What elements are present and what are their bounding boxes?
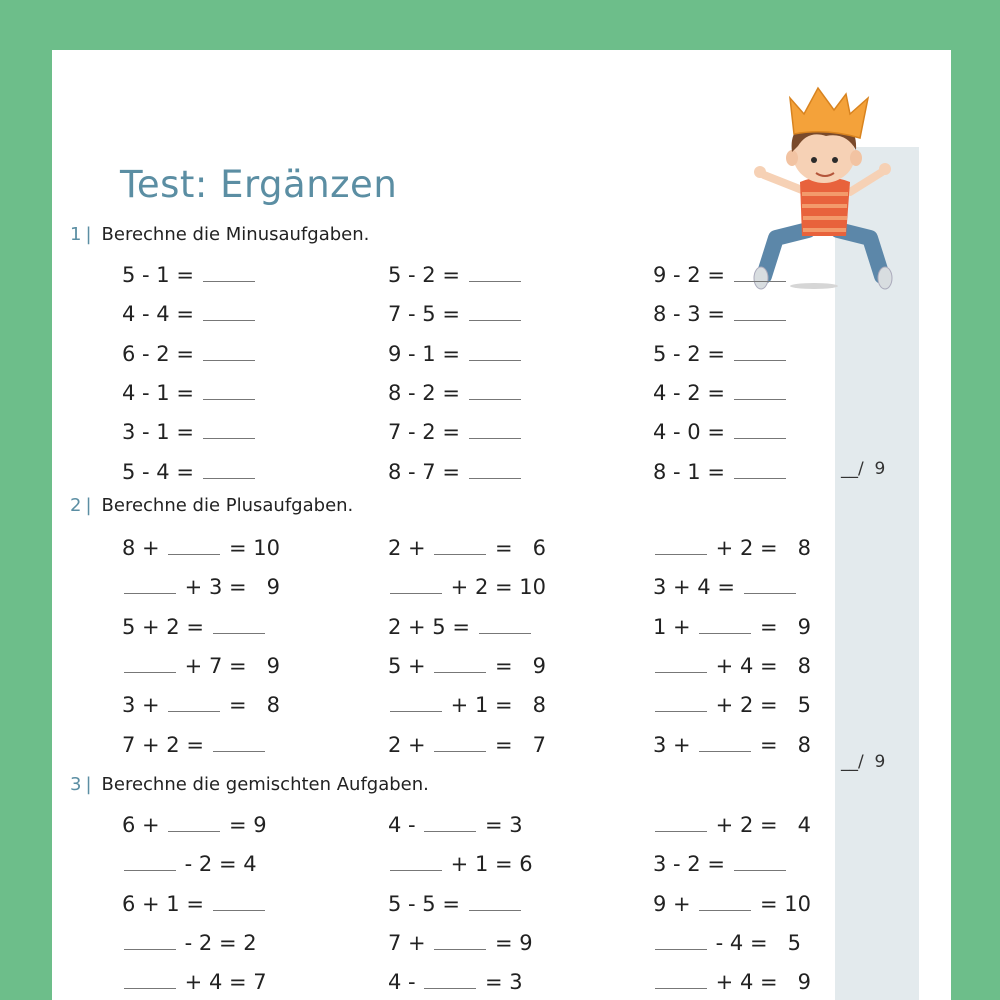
equation <box>653 928 801 958</box>
equation-prefix: 1 + <box>653 615 698 639</box>
equation <box>388 612 533 642</box>
equation <box>653 690 811 720</box>
answer-blank[interactable] <box>699 733 751 752</box>
equation <box>388 690 546 720</box>
answer-blank[interactable] <box>469 460 521 479</box>
answer-blank[interactable] <box>734 263 786 282</box>
answer-blank[interactable] <box>124 852 176 871</box>
answer-blank[interactable] <box>203 460 255 479</box>
answer-blank[interactable] <box>655 654 707 673</box>
equation-prefix: 7 + <box>388 931 433 955</box>
equation <box>122 612 267 642</box>
equation-prefix: 6 + 1 = <box>122 892 211 916</box>
section-2-heading: 2 | Berechne die Plusaufgaben. <box>70 495 354 516</box>
equation <box>122 533 280 563</box>
equation-suffix: = 9 <box>488 654 546 678</box>
equation <box>122 928 257 958</box>
answer-blank[interactable] <box>390 852 442 871</box>
equation-prefix: 5 - 2 = <box>388 263 467 287</box>
answer-blank[interactable] <box>734 420 786 439</box>
answer-blank[interactable] <box>168 693 220 712</box>
equation <box>653 378 788 408</box>
equation-prefix: 9 - 1 = <box>388 342 467 366</box>
answer-blank[interactable] <box>213 733 265 752</box>
equation-prefix: 3 + <box>122 693 167 717</box>
answer-blank[interactable] <box>734 302 786 321</box>
section-3-heading: 3 | Berechne die gemischten Aufgaben. <box>70 774 429 795</box>
answer-blank[interactable] <box>213 892 265 911</box>
equation <box>653 730 811 760</box>
equation-suffix: = 10 <box>753 892 811 916</box>
equation-prefix: 8 - 3 = <box>653 302 732 326</box>
section-1-instruction: Berechne die Minusaufgaben. <box>101 224 370 245</box>
equation-suffix: = 10 <box>222 536 280 560</box>
equation-prefix: 5 - 2 = <box>653 342 732 366</box>
equation-prefix: 4 - 2 = <box>653 381 732 405</box>
answer-blank[interactable] <box>479 615 531 634</box>
equation <box>653 651 811 681</box>
equation-prefix: 4 - <box>388 970 423 994</box>
equation-suffix: = 3 <box>478 970 523 994</box>
equation <box>122 339 257 369</box>
equation-prefix: 3 + <box>653 733 698 757</box>
answer-blank[interactable] <box>390 693 442 712</box>
equation-prefix: 9 - 2 = <box>653 263 732 287</box>
equation-prefix: 3 + 4 = <box>653 575 742 599</box>
page-title: Test: Ergänzen <box>120 163 398 206</box>
equation <box>122 730 267 760</box>
equation <box>388 810 523 840</box>
equation <box>653 889 811 919</box>
equation <box>388 849 533 879</box>
section-3-number: 3 <box>70 774 82 795</box>
answer-blank[interactable] <box>699 615 751 634</box>
section-3-instruction: Berechne die gemischten Aufgaben. <box>101 774 429 795</box>
equation <box>388 260 523 290</box>
equation-suffix: + 4 = 7 <box>178 970 267 994</box>
equation <box>388 299 523 329</box>
equation-prefix: 7 - 2 = <box>388 420 467 444</box>
equation-prefix: 4 - <box>388 813 423 837</box>
score-section-1: __/ 9 <box>841 459 886 479</box>
answer-blank[interactable] <box>469 381 521 400</box>
answer-blank[interactable] <box>213 615 265 634</box>
answer-blank[interactable] <box>655 813 707 832</box>
equation-prefix: 5 + <box>388 654 433 678</box>
answer-blank[interactable] <box>469 420 521 439</box>
equation-prefix: 4 - 4 = <box>122 302 201 326</box>
equation <box>653 533 811 563</box>
answer-blank[interactable] <box>203 302 255 321</box>
equation-suffix: = 8 <box>753 733 811 757</box>
equation-suffix: + 2 = 10 <box>444 575 546 599</box>
equation-prefix: 4 - 0 = <box>653 420 732 444</box>
answer-blank[interactable] <box>390 575 442 594</box>
answer-blank[interactable] <box>469 342 521 361</box>
section-2-instruction: Berechne die Plusaufgaben. <box>101 495 354 516</box>
equation <box>122 690 280 720</box>
equation-suffix: + 4 = 8 <box>709 654 811 678</box>
equation-prefix: 8 - 7 = <box>388 460 467 484</box>
equation <box>388 928 533 958</box>
equation <box>653 417 788 447</box>
equation-suffix: = 7 <box>488 733 546 757</box>
answer-blank[interactable] <box>734 342 786 361</box>
section-1-heading: 1 | Berechne die Minusaufgaben. <box>70 224 370 245</box>
equation-prefix: 6 + <box>122 813 167 837</box>
answer-blank[interactable] <box>434 931 486 950</box>
answer-blank[interactable] <box>655 970 707 989</box>
equation-suffix: + 1 = 6 <box>444 852 533 876</box>
equation <box>388 417 523 447</box>
equation <box>653 457 788 487</box>
equation <box>388 651 546 681</box>
equation-suffix: + 2 = 8 <box>709 536 811 560</box>
section-1-number: 1 <box>70 224 82 245</box>
answer-blank[interactable] <box>168 536 220 555</box>
equation-prefix: 2 + 5 = <box>388 615 477 639</box>
answer-blank[interactable] <box>124 575 176 594</box>
equation <box>388 967 523 997</box>
equation <box>122 299 257 329</box>
equation <box>653 572 798 602</box>
equation-suffix: + 7 = 9 <box>178 654 280 678</box>
equation-prefix: 5 - 4 = <box>122 460 201 484</box>
equation-suffix: = 9 <box>488 931 533 955</box>
equation <box>653 299 788 329</box>
equation-suffix: = 6 <box>488 536 546 560</box>
answer-blank[interactable] <box>469 263 521 282</box>
answer-blank[interactable] <box>424 970 476 989</box>
equation <box>388 572 546 602</box>
equation <box>122 651 280 681</box>
equation-suffix: + 3 = 9 <box>178 575 280 599</box>
equation-prefix: 3 - 2 = <box>653 852 732 876</box>
answer-blank[interactable] <box>655 693 707 712</box>
answer-blank[interactable] <box>734 852 786 871</box>
answer-blank[interactable] <box>434 733 486 752</box>
answer-blank[interactable] <box>734 381 786 400</box>
answer-blank[interactable] <box>734 460 786 479</box>
equation-suffix: - 2 = 4 <box>178 852 257 876</box>
equation <box>653 612 811 642</box>
equation <box>122 417 257 447</box>
equation <box>653 260 788 290</box>
answer-blank[interactable] <box>203 420 255 439</box>
answer-blank[interactable] <box>655 536 707 555</box>
equation <box>653 810 811 840</box>
equation-suffix: + 2 = 4 <box>709 813 811 837</box>
answer-blank[interactable] <box>434 654 486 673</box>
answer-blank[interactable] <box>699 892 751 911</box>
equation-prefix: 8 - 2 = <box>388 381 467 405</box>
equation <box>388 339 523 369</box>
equation-suffix: = 9 <box>222 813 267 837</box>
equation-suffix: - 4 = 5 <box>709 931 801 955</box>
equation-suffix: = 9 <box>753 615 811 639</box>
equation <box>653 339 788 369</box>
equation-suffix: = 8 <box>222 693 280 717</box>
answer-blank[interactable] <box>469 302 521 321</box>
equation-prefix: 2 + <box>388 733 433 757</box>
section-2-number: 2 <box>70 495 82 516</box>
equation-prefix: 7 + 2 = <box>122 733 211 757</box>
score-section-2: __/ 9 <box>841 752 886 772</box>
equation-prefix: 8 + <box>122 536 167 560</box>
equation <box>388 378 523 408</box>
equation <box>122 572 280 602</box>
answer-blank[interactable] <box>744 575 796 594</box>
equation-prefix: 5 + 2 = <box>122 615 211 639</box>
answer-blank[interactable] <box>434 536 486 555</box>
equation-prefix: 4 - 1 = <box>122 381 201 405</box>
equation <box>388 457 523 487</box>
equation <box>122 457 257 487</box>
equation <box>388 730 546 760</box>
equation-prefix: 3 - 1 = <box>122 420 201 444</box>
answer-blank[interactable] <box>124 970 176 989</box>
equation <box>388 889 523 919</box>
equation <box>653 849 788 879</box>
answer-blank[interactable] <box>124 654 176 673</box>
equation-suffix: + 4 = 9 <box>709 970 811 994</box>
equation-suffix: - 2 = 2 <box>178 931 257 955</box>
answer-blank[interactable] <box>469 892 521 911</box>
answer-blank[interactable] <box>203 263 255 282</box>
equation-prefix: 9 + <box>653 892 698 916</box>
equation <box>122 260 257 290</box>
equation-suffix: + 1 = 8 <box>444 693 546 717</box>
equation-prefix: 5 - 5 = <box>388 892 467 916</box>
equation <box>122 810 267 840</box>
answer-blank[interactable] <box>203 342 255 361</box>
equation <box>653 967 811 997</box>
equation <box>122 849 257 879</box>
equation-suffix: = 3 <box>478 813 523 837</box>
answer-blank[interactable] <box>168 813 220 832</box>
equation <box>122 889 267 919</box>
equation <box>388 533 546 563</box>
answer-blank[interactable] <box>124 931 176 950</box>
answer-blank[interactable] <box>203 381 255 400</box>
equation-prefix: 2 + <box>388 536 433 560</box>
equation-prefix: 6 - 2 = <box>122 342 201 366</box>
equation-prefix: 7 - 5 = <box>388 302 467 326</box>
equation <box>122 378 257 408</box>
equation <box>122 967 267 997</box>
equation-prefix: 5 - 1 = <box>122 263 201 287</box>
answer-blank[interactable] <box>424 813 476 832</box>
equation-suffix: + 2 = 5 <box>709 693 811 717</box>
answer-blank[interactable] <box>655 931 707 950</box>
equation-prefix: 8 - 1 = <box>653 460 732 484</box>
